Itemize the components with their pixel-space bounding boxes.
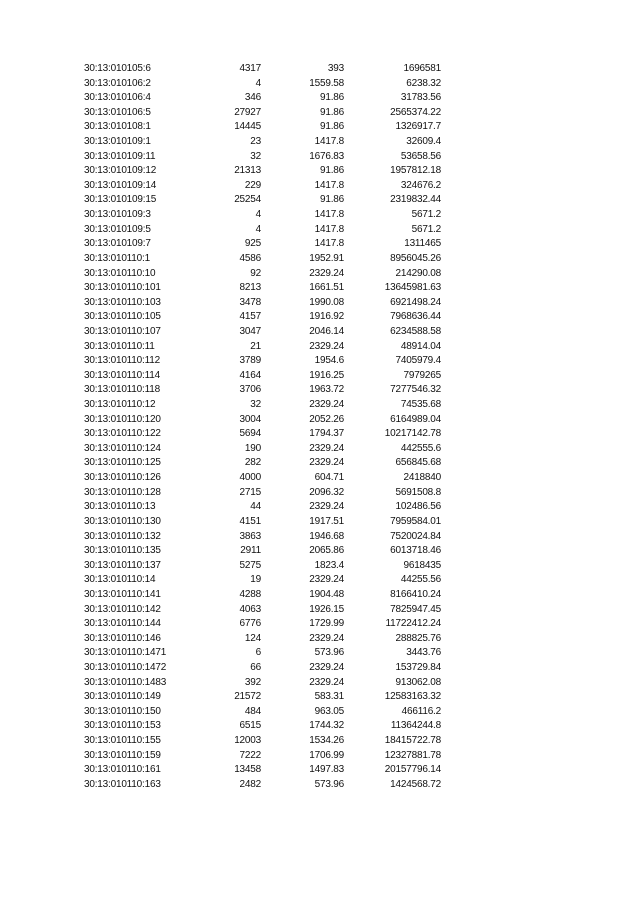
table-row [84,661,444,676]
rate-cell: 2065.86 [309,545,344,557]
rate-cell: 2329.24 [309,676,344,688]
rate-cell: 91.86 [319,121,344,133]
rate-cell: 2329.24 [309,340,344,352]
cadastral-number-cell: 30:13:010106:5 [84,106,151,118]
area-cell: 6515 [239,720,261,732]
value-cell: 13645981.63 [384,282,441,294]
rate-cell: 1952.91 [309,252,344,264]
value-cell: 2319832.44 [390,194,441,206]
rate-cell: 1417.8 [314,179,344,191]
area-cell: 21 [250,340,261,352]
value-cell: 1424568.72 [390,778,441,790]
area-cell: 5694 [239,428,261,440]
cadastral-number-cell: 30:13:010110:114 [84,369,160,381]
cadastral-number-cell: 30:13:010110:118 [84,384,160,396]
cadastral-number-cell: 30:13:010110:122 [84,428,161,440]
parcel-table [84,62,444,792]
value-cell: 7520024.84 [390,530,441,542]
value-cell: 32609.4 [406,136,441,148]
cadastral-number-cell: 30:13:010110:142 [84,603,161,615]
rate-cell: 1729.99 [309,618,344,630]
rate-cell: 2329.24 [309,399,344,411]
value-cell: 7979265 [403,369,441,381]
rate-cell: 1990.08 [309,296,344,308]
area-cell: 6776 [239,618,261,630]
area-cell: 21572 [234,691,261,703]
cadastral-number-cell: 30:13:010110:11 [84,340,155,352]
cadastral-number-cell: 30:13:010105:6 [84,63,151,74]
table-row [84,106,444,121]
table-row [84,676,444,691]
table-row [84,530,444,545]
value-cell: 6013718.46 [390,545,441,557]
cadastral-number-cell: 30:13:010110:150 [84,705,161,717]
cadastral-number-cell: 30:13:010110:132 [84,530,161,542]
rate-cell: 1904.48 [309,588,344,600]
cadastral-number-cell: 30:13:010110:12 [84,399,156,411]
value-cell: 1311465 [404,238,441,250]
value-cell: 44255.56 [400,574,441,586]
rate-cell: 604.71 [314,472,344,484]
cadastral-number-cell: 30:13:010109:5 [84,223,151,235]
rate-cell: 1676.83 [309,150,344,162]
table-row [84,398,444,413]
cadastral-number-cell: 30:13:010110:144 [84,618,161,630]
cadastral-number-cell: 30:13:010109:14 [84,179,157,191]
area-cell: 3047 [239,325,261,337]
area-cell: 4157 [239,311,261,323]
table-row [84,310,444,325]
table-row [84,719,444,734]
table-row [84,179,444,194]
value-cell: 11722412.24 [385,618,441,630]
table-row [84,559,444,574]
rate-cell: 2052.26 [309,413,344,425]
value-cell: 5691508.8 [395,486,441,498]
rate-cell: 91.86 [319,194,344,206]
cadastral-number-cell: 30:13:010109:3 [84,209,151,221]
cadastral-number-cell: 30:13:010106:2 [84,77,151,89]
rate-cell: 91.86 [319,92,344,104]
cadastral-number-cell: 30:13:010110:10 [84,267,156,279]
area-cell: 3863 [239,530,261,542]
area-cell: 12003 [234,735,261,747]
value-cell: 48914.04 [400,340,441,352]
table-row [84,427,444,442]
table-row [84,413,444,428]
area-cell: 23 [250,136,261,148]
table-row [84,223,444,238]
value-cell: 53658.56 [400,150,441,162]
table-row [84,690,444,705]
area-cell: 4586 [239,252,261,264]
cadastral-number-cell: 30:13:010109:15 [84,194,157,206]
area-cell: 346 [244,92,261,104]
area-cell: 4 [255,223,261,235]
area-cell: 2911 [240,545,261,557]
value-cell: 7968636.44 [390,311,441,323]
cadastral-number-cell: 30:13:010110:146 [84,632,161,644]
cadastral-number-cell: 30:13:010109:7 [84,238,151,250]
table-row [84,340,444,355]
table-row [84,456,444,471]
area-cell: 2482 [239,778,261,790]
table-row [84,237,444,252]
value-cell: 2565374.22 [390,106,441,118]
area-cell: 21313 [234,165,261,177]
table-row [84,734,444,749]
cadastral-number-cell: 30:13:010110:137 [84,559,161,571]
cadastral-number-cell: 30:13:010110:130 [84,515,161,527]
area-cell: 14445 [234,121,261,133]
value-cell: 6164989.04 [390,413,441,425]
area-cell: 925 [244,238,261,250]
area-cell: 32 [250,150,261,162]
area-cell: 229 [244,179,261,191]
table-row [84,91,444,106]
value-cell: 1696581 [403,63,441,74]
value-cell: 324676.2 [400,179,441,191]
cadastral-number-cell: 30:13:010110:105 [84,311,161,323]
area-cell: 44 [250,501,261,513]
cadastral-number-cell: 30:13:010110:101 [84,282,161,294]
value-cell: 913062.08 [395,676,441,688]
value-cell: 8166410.24 [390,588,441,600]
rate-cell: 573.96 [314,647,344,659]
value-cell: 1957812.18 [390,165,441,177]
area-cell: 3004 [239,413,261,425]
area-cell: 190 [244,442,261,454]
area-cell: 66 [250,661,261,673]
value-cell: 1326917.7 [395,121,441,133]
cadastral-number-cell: 30:13:010110:120 [84,413,161,425]
area-cell: 3478 [239,296,261,308]
rate-cell: 1917.51 [309,515,344,527]
value-cell: 214290.08 [395,267,441,279]
table-row [84,369,444,384]
area-cell: 25254 [234,194,261,206]
value-cell: 31783.56 [400,92,441,104]
area-cell: 32 [250,399,261,411]
cadastral-number-cell: 30:13:010110:1471 [84,647,167,659]
cadastral-number-cell: 30:13:010110:1 [84,252,150,264]
cadastral-number-cell: 30:13:010110:153 [84,720,161,732]
area-cell: 5275 [239,559,261,571]
table-row [84,778,444,793]
rate-cell: 1963.72 [309,384,344,396]
cadastral-number-cell: 30:13:010106:4 [84,92,151,104]
value-cell: 656845.68 [395,457,441,469]
value-cell: 6921498.24 [390,296,441,308]
cadastral-number-cell: 30:13:010110:1483 [84,676,167,688]
area-cell: 4151 [239,515,261,527]
table-row [84,77,444,92]
table-row [84,603,444,618]
table-row [84,544,444,559]
area-cell: 92 [250,267,261,279]
cadastral-number-cell: 30:13:010109:12 [84,165,157,177]
area-cell: 124 [244,632,261,644]
table-row [84,573,444,588]
value-cell: 466116.2 [401,705,441,717]
value-cell: 18415722.78 [384,735,441,747]
cadastral-number-cell: 30:13:010109:11 [84,150,156,162]
area-cell: 282 [244,457,261,469]
area-cell: 4 [255,209,261,221]
cadastral-number-cell: 30:13:010110:126 [84,472,161,484]
table-row [84,62,444,77]
rate-cell: 1417.8 [314,209,344,221]
cadastral-number-cell: 30:13:010110:112 [84,355,160,367]
area-cell: 3789 [239,355,261,367]
table-row [84,749,444,764]
value-cell: 288825.76 [395,632,441,644]
cadastral-number-cell: 30:13:010110:125 [84,457,161,469]
table-row [84,442,444,457]
value-cell: 7825947.45 [390,603,441,615]
cadastral-number-cell: 30:13:010110:1472 [84,661,167,673]
table-row [84,471,444,486]
rate-cell: 1497.83 [309,764,344,776]
area-cell: 4063 [239,603,261,615]
table-row [84,281,444,296]
value-cell: 6238.32 [406,77,441,89]
cadastral-number-cell: 30:13:010110:103 [84,296,161,308]
rate-cell: 1417.8 [314,223,344,235]
value-cell: 102486.56 [395,501,441,513]
value-cell: 153729.84 [395,661,441,673]
rate-cell: 2329.24 [309,501,344,513]
value-cell: 5671.2 [411,209,441,221]
rate-cell: 1954.6 [314,355,344,367]
cadastral-number-cell: 30:13:010109:1 [84,136,151,148]
rate-cell: 1534.26 [309,735,344,747]
cadastral-number-cell: 30:13:010110:135 [84,545,161,557]
cadastral-number-cell: 30:13:010110:159 [84,749,161,761]
area-cell: 392 [244,676,261,688]
value-cell: 12327881.78 [384,749,441,761]
value-cell: 20157796.14 [384,764,441,776]
table-row [84,515,444,530]
value-cell: 7959584.01 [390,515,441,527]
table-row [84,632,444,647]
table-row [84,135,444,150]
rate-cell: 1706.99 [309,749,344,761]
table-row [84,705,444,720]
table-row [84,150,444,165]
rate-cell: 1946.68 [309,530,344,542]
rate-cell: 2329.24 [309,457,344,469]
cadastral-number-cell: 30:13:010110:14 [84,574,156,586]
cadastral-number-cell: 30:13:010110:155 [84,735,161,747]
value-cell: 3443.76 [406,647,441,659]
rate-cell: 91.86 [319,106,344,118]
cadastral-number-cell: 30:13:010110:161 [84,764,161,776]
area-cell: 7222 [239,749,261,761]
area-cell: 4000 [239,472,261,484]
value-cell: 7405979.4 [395,355,441,367]
cadastral-number-cell: 30:13:010110:124 [84,442,161,454]
value-cell: 10217142.78 [384,428,441,440]
table-row [84,267,444,282]
rate-cell: 2329.24 [309,267,344,279]
rate-cell: 1823.4 [314,559,344,571]
rate-cell: 2046.14 [309,325,344,337]
table-row [84,486,444,501]
rate-cell: 2329.24 [309,574,344,586]
cadastral-number-cell: 30:13:010110:163 [84,778,161,790]
area-cell: 19 [250,574,261,586]
area-cell: 4164 [239,369,261,381]
value-cell: 12583163.32 [384,691,441,703]
table-row [84,383,444,398]
area-cell: 4317 [239,63,261,74]
rate-cell: 1417.8 [314,238,344,250]
rate-cell: 1916.25 [309,369,344,381]
area-cell: 484 [244,705,261,717]
rate-cell: 2329.24 [309,442,344,454]
cadastral-number-cell: 30:13:010110:141 [84,588,161,600]
value-cell: 11364244.8 [390,720,441,732]
rate-cell: 393 [327,63,344,74]
rate-cell: 1417.8 [314,136,344,148]
table-row [84,325,444,340]
table-row [84,617,444,632]
rate-cell: 2329.24 [309,661,344,673]
table-row [84,193,444,208]
rate-cell: 573.96 [314,778,344,790]
area-cell: 8213 [239,282,261,294]
rate-cell: 1794.37 [309,428,344,440]
cadastral-number-cell: 30:13:010110:149 [84,691,161,703]
value-cell: 7277546.32 [390,384,441,396]
value-cell: 442555.6 [400,442,441,454]
rate-cell: 2329.24 [309,632,344,644]
area-cell: 4288 [239,588,261,600]
table-row [84,208,444,223]
rate-cell: 1916.92 [309,311,344,323]
area-cell: 2715 [239,486,261,498]
area-cell: 6 [255,647,261,659]
value-cell: 2418840 [403,472,441,484]
rate-cell: 1926.15 [309,603,344,615]
table-row [84,252,444,267]
table-row [84,120,444,135]
table-row [84,164,444,179]
table-row [84,296,444,311]
rate-cell: 963.05 [314,705,344,717]
area-cell: 3706 [239,384,261,396]
area-cell: 27927 [234,106,261,118]
value-cell: 9618435 [403,559,441,571]
cadastral-number-cell: 30:13:010110:107 [84,325,161,337]
value-cell: 8956045.26 [390,252,441,264]
cadastral-number-cell: 30:13:010110:128 [84,486,161,498]
cadastral-number-cell: 30:13:010108:1 [84,121,151,133]
area-cell: 13458 [234,764,261,776]
value-cell: 5671.2 [411,223,441,235]
value-cell: 74535.68 [400,399,441,411]
table-row [84,354,444,369]
rate-cell: 583.31 [314,691,344,703]
rate-cell: 1559.58 [309,77,344,89]
rate-cell: 1744.32 [309,720,344,732]
rate-cell: 1661.51 [309,282,344,294]
table-row [84,646,444,661]
table-row [84,588,444,603]
value-cell: 6234588.58 [390,325,441,337]
rate-cell: 2096.32 [309,486,344,498]
area-cell: 4 [255,77,261,89]
table-row [84,763,444,778]
table-row [84,500,444,515]
rate-cell: 91.86 [319,165,344,177]
cadastral-number-cell: 30:13:010110:13 [84,501,156,513]
